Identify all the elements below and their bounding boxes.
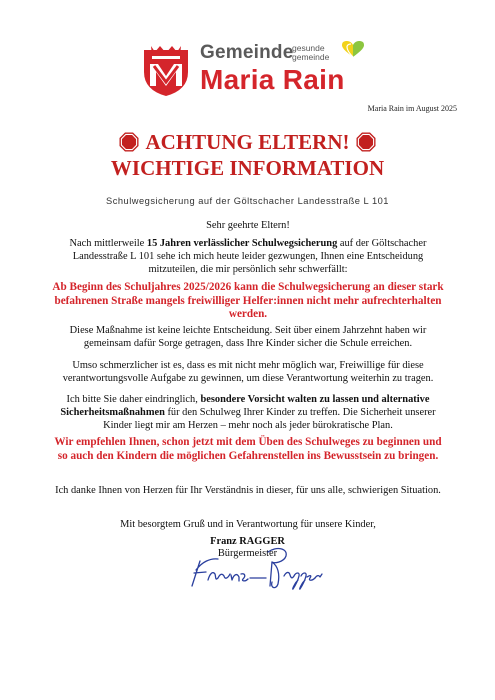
town-name: Maria Rain [200,64,345,95]
signer-name: Franz RAGGER [210,536,285,547]
municipality-logo [138,40,368,98]
closing-line: Mit besorgtem Gruß und in Verantwortung für unsere Kinder, [120,519,376,530]
paragraph-decision: Diese Maßnahme ist keine leichte Entscheidung. Seit über einem Jahrzehnt haben wir gemeinsam dafür Sorge getragen, dass Ihre Kinder sicher die Schule erreichen. [69,325,427,349]
paragraph-regret: Umso schmerzlicher ist es, dass es mit nicht mehr möglich war, Freiwillige für diese verantwortungsvolle Aufgabe zu gewinnen, um diese Verantwortung weiterhin zu tragen. [62,360,434,384]
stop-octagon-icon [356,132,376,152]
letter-subtitle: Schulwegsicherung auf der Göltschacher Landesstraße L 101 [106,196,389,206]
handwritten-signature [188,540,333,592]
heart-icon [341,40,365,58]
paragraph-request [52,393,444,432]
tagline-line-1: gesunde [292,43,325,53]
paragraph-intro-text-b: auf der Göltschacher Landesstraße L 101 sehe ich mich heute leider gezwungen, Ihnen eine Entscheidung mitzuteilen, die mir persönlich sehr schwerfällt: [72,238,427,275]
paragraph-intro-text-a: Nach mittlerweile [69,238,147,249]
paragraph-intro [52,237,444,276]
paragraph-request-bold: besondere Vorsicht walten zu lassen und alternative Sicherheitsmaßnahmen [60,394,430,418]
signer-title: Bürgermeister [217,548,278,559]
stop-octagon-icon [119,132,139,152]
alert-line-1-text: ACHTUNG ELTERN! [145,130,350,154]
tagline-line-2: gemeinde [292,52,330,62]
alert-heading-line-2: WICHTIGE INFORMATION [110,156,385,180]
coat-of-arms-icon [138,42,194,98]
paragraph-request-text-b: für den Schulweg Ihrer Kinder zu treffen. Die Sicherheit unserer Kinder liegt mir am Herzen – mehr noch als jeder bürokratische Plan. [103,407,436,431]
paragraph-announcement: Ab Beginn des Schuljahres 2025/2026 kann die Schulwegsicherung an dieser stark befahrenen Straße mangels freiwilliger Helfer:innen nicht mehr aufrechterhalten werden. [52,281,444,320]
salutation: Sehr geehrte Eltern! [206,220,290,231]
paragraph-thanks: Ich danke Ihnen von Herzen für Ihr Verständnis in dieser, für uns alle, schwierigen Situation. [55,485,441,496]
gemeinde-label: Gemeinde [200,42,294,63]
tagline [292,44,329,62]
alert-heading-line-1 [0,130,495,155]
date-line: Maria Rain im August 2025 [367,104,457,113]
paragraph-intro-bold: 15 Jahren verlässlicher Schulwegsicherung [146,238,338,249]
paragraph-request-text-a: Ich bitte Sie daher eindringlich, [66,394,201,405]
paragraph-recommendation: Wir empfehlen Ihnen, schon jetzt mit dem Üben des Schulweges zu beginnen und so auch den Kindern die möglichen Gefahrenstellen ins Bewusstsein zu bringen. [54,436,442,462]
